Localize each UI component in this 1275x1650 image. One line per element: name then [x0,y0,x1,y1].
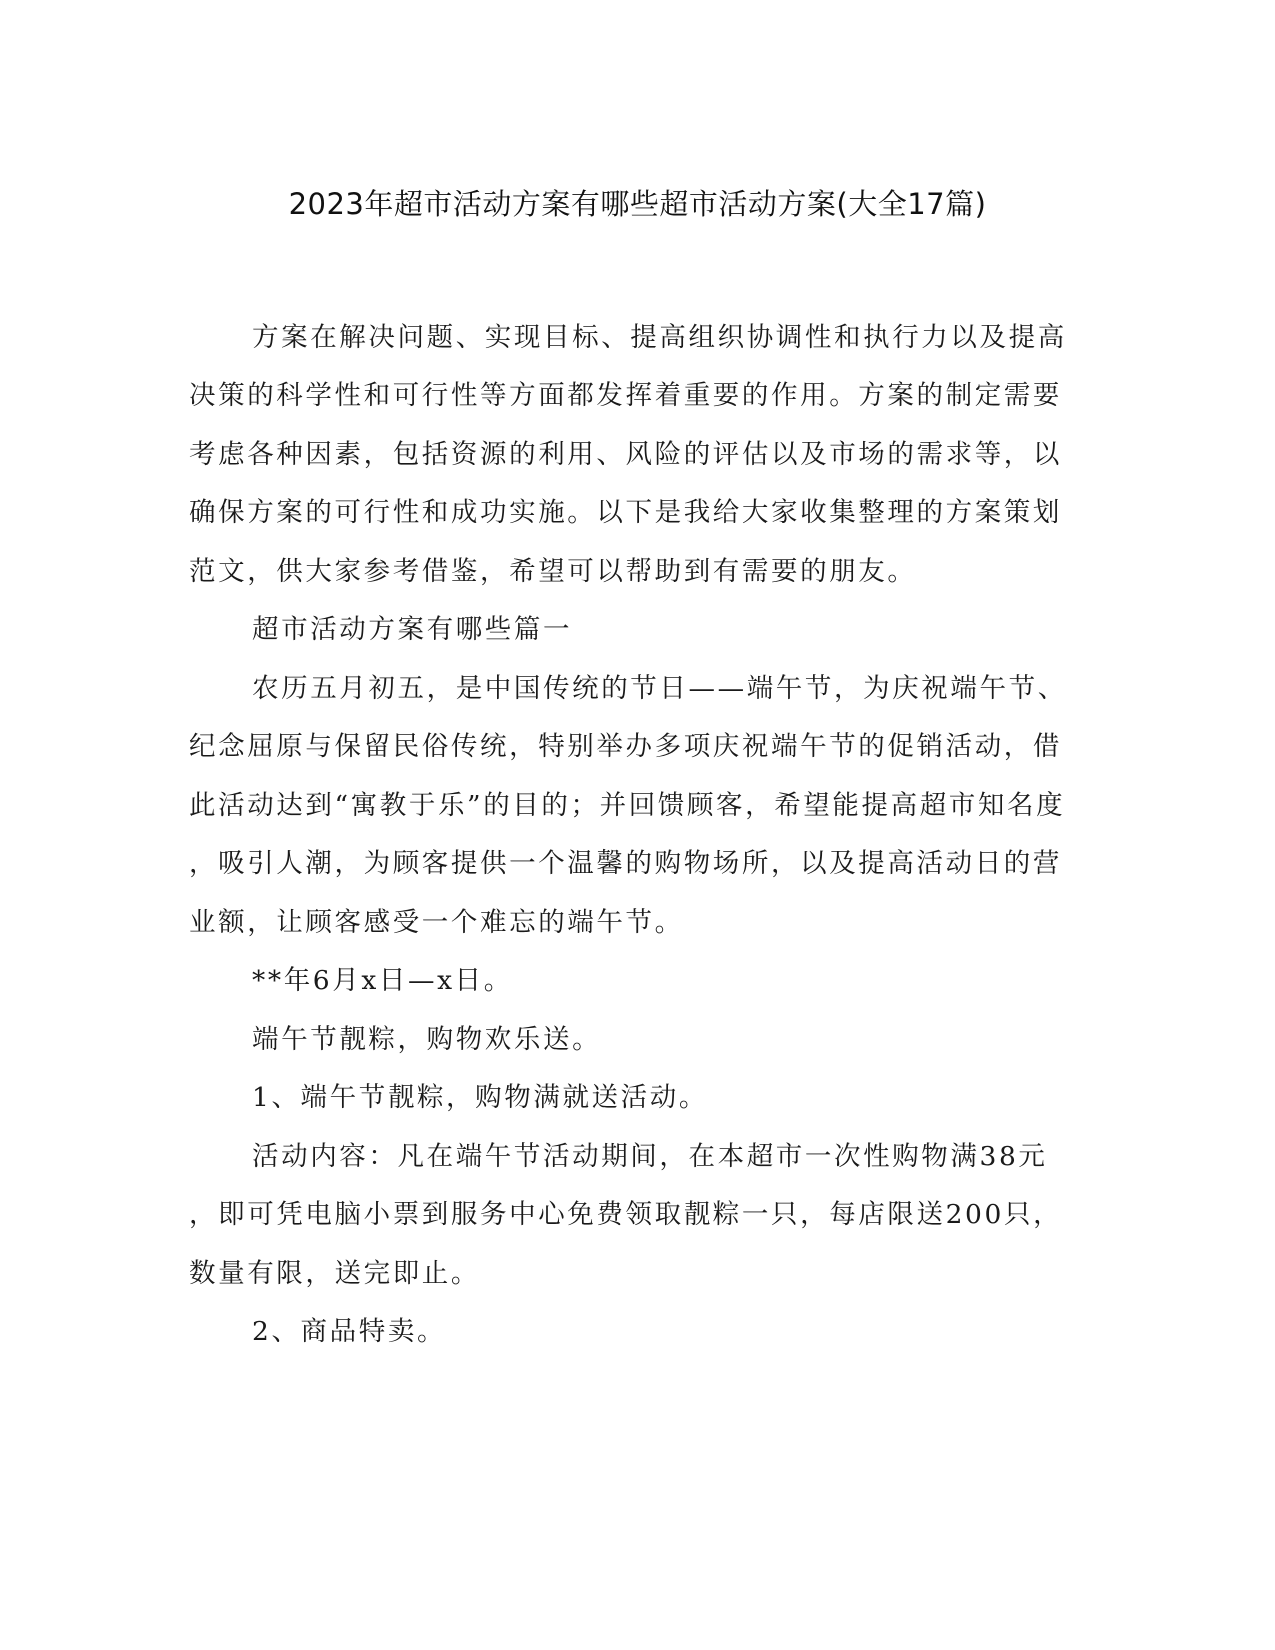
text-line: 纪念屈原与保留民俗传统，特别举办多项庆祝端午节的促销活动，借 [189,731,1062,762]
section-heading: 超市活动方案有哪些篇一 [252,614,573,645]
text-line: ，吸引人潮，为顾客提供一个温馨的购物场所，以及提高活动日的营 [189,848,1062,879]
list-item-1: 1、端午节靓粽，购物满就送活动。 [252,1082,708,1113]
text-line: 方案在解决问题、实现目标、提高组织协调性和执行力以及提高 [252,322,1067,353]
text-line: 此活动达到“寓教于乐”的目的；并回馈顾客，希望能提高超市知名度 [189,790,1066,821]
theme-line: 端午节靓粽，购物欢乐送。 [252,1024,602,1055]
text-line: 确保方案的可行性和成功实施。以下是我给大家收集整理的方案策划 [189,497,1062,528]
text-line: 决策的科学性和可行性等方面都发挥着重要的作用。方案的制定需要 [189,380,1062,411]
text-line: 范文，供大家参考借鉴，希望可以帮助到有需要的朋友。 [189,556,917,587]
text-line: 农历五月初五，是中国传统的节日——端午节，为庆祝端午节、 [252,673,1067,704]
list-item-2: 2、商品特卖。 [252,1316,447,1347]
date-line: **年6月x日—x日。 [252,965,513,996]
document-title: 2023年超市活动方案有哪些超市活动方案(大全17篇) [288,187,987,221]
text-line: ，即可凭电脑小票到服务中心免费领取靓粽一只，每店限送200只， [189,1199,1063,1230]
text-line: 数量有限，送完即止。 [189,1258,480,1289]
text-line: 活动内容：凡在端午节活动期间，在本超市一次性购物满38元 [252,1141,1048,1172]
text-line: 考虑各种因素，包括资源的利用、风险的评估以及市场的需求等，以 [189,439,1062,470]
text-line: 业额，让顾客感受一个难忘的端午节。 [189,907,684,938]
